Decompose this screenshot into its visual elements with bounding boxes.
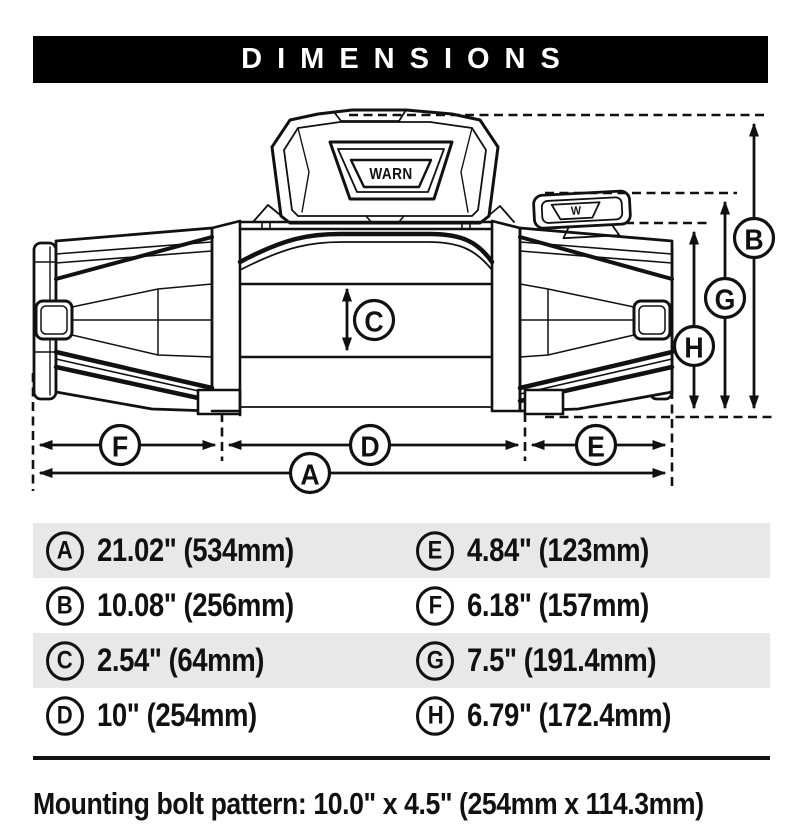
svg-text:H: H — [684, 331, 704, 364]
dim-g-badge: G — [416, 641, 454, 681]
svg-text:G: G — [714, 283, 736, 316]
table-row — [33, 578, 770, 633]
dim-h-cell — [416, 697, 770, 735]
svg-text:A: A — [300, 458, 320, 491]
right-drum-support — [492, 221, 520, 411]
dim-label-g — [706, 279, 745, 318]
dim-d-badge: D — [46, 696, 84, 736]
warn-logo-text: WARN — [369, 165, 413, 184]
dim-g-value: 7.5" (191.4mm) — [467, 642, 657, 678]
dim-c-value: 2.54" (64mm) — [97, 642, 264, 678]
dim-f-cell — [416, 587, 770, 625]
left-drum-support — [212, 221, 240, 415]
table-row — [33, 633, 770, 688]
mounting-bolt-pattern-note: Mounting bolt pattern: 10.0" x 4.5" (254mm x 114.3mm) — [33, 786, 704, 821]
table-row — [33, 688, 770, 743]
svg-text:C: C — [364, 305, 384, 338]
dim-a-value: 21.02" (534mm) — [97, 532, 294, 568]
right-mounting-foot — [525, 390, 563, 414]
warn-logo-plate — [330, 142, 452, 199]
dim-label-a — [291, 454, 330, 493]
dimensions-table — [33, 523, 770, 743]
dim-label-h — [675, 327, 714, 366]
svg-text:B: B — [744, 223, 764, 256]
dim-h-value: 6.79" (172.4mm) — [467, 697, 672, 733]
divider-rule — [33, 756, 770, 760]
clutch-logo-text: W — [570, 204, 582, 219]
dim-h-badge: H — [416, 696, 454, 736]
left-motor-housing — [34, 221, 240, 415]
svg-text:E: E — [587, 430, 605, 463]
dim-g-cell — [416, 642, 770, 680]
dim-e-cell — [416, 532, 770, 570]
dim-d-cell — [33, 697, 416, 735]
dim-label-c — [355, 301, 394, 340]
svg-text:D: D — [360, 430, 380, 463]
dim-label-e — [577, 426, 616, 465]
dim-f-badge: F — [416, 586, 454, 626]
dim-b-value: 10.08" (256mm) — [97, 587, 294, 623]
dim-e-value: 4.84" (123mm) — [467, 532, 650, 568]
right-motor-housing — [492, 221, 672, 414]
page-title: DIMENSIONS — [241, 43, 575, 75]
control-pack — [253, 110, 514, 223]
dim-c-cell — [33, 642, 416, 680]
dim-c-badge: C — [46, 641, 84, 681]
table-row — [33, 523, 770, 578]
svg-text:F: F — [111, 430, 129, 463]
dim-f-value: 6.18" (157mm) — [467, 587, 650, 623]
dim-label-b — [735, 219, 774, 258]
dim-a-cell — [33, 532, 416, 570]
dim-label-d — [351, 426, 390, 465]
dim-d-value: 10" (254mm) — [97, 697, 257, 733]
dim-b-cell — [33, 587, 416, 625]
dim-e-badge: E — [416, 531, 454, 571]
dim-a-badge: A — [46, 531, 84, 571]
dim-b-badge: B — [46, 586, 84, 626]
dim-label-f — [101, 426, 140, 465]
